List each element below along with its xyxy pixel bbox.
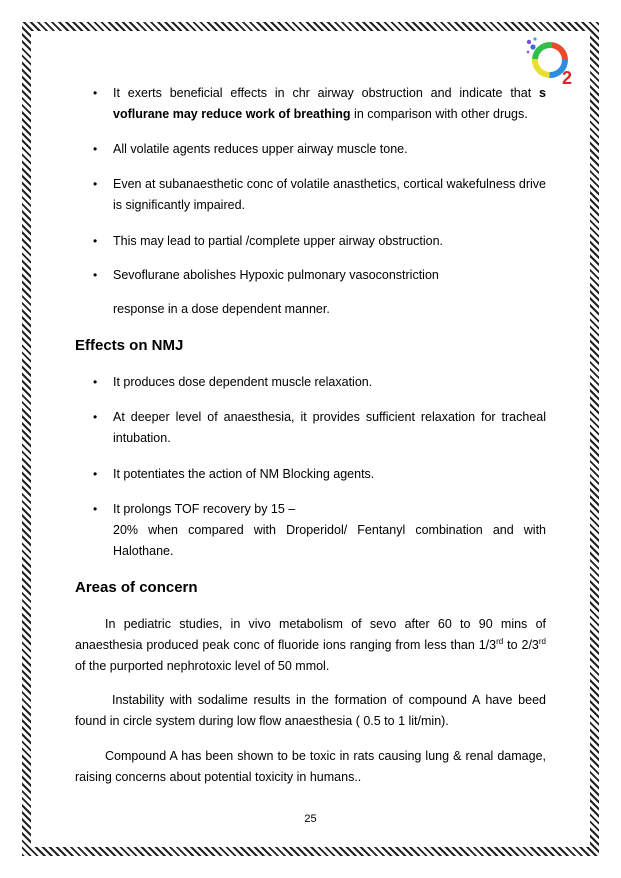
list-item-text: It exerts beneficial effects in chr airway obstruction and indicate that: [113, 86, 540, 100]
section-heading: Areas of concern: [75, 579, 198, 596]
o2-logo: [524, 36, 580, 88]
list-item: At deeper level of anaesthesia, it provides sufficient relaxation for tracheal intubation.: [113, 410, 546, 445]
superscript: rd: [538, 636, 546, 646]
list-item-text: in comparison with other drugs.: [350, 107, 528, 121]
list-item: [113, 83, 546, 125]
paragraph-text: In pediatric studies, in vivo metabolism of sevo after 60 to 90 mins of anaesthesia produced peak conc of fluoride ions ranging from less than 1/3: [75, 617, 546, 652]
paragraph-text: to 2/3: [503, 638, 539, 652]
list-item: It produces dose dependent muscle relaxation.: [113, 375, 373, 389]
list-item-continuation: response in a dose dependent manner.: [113, 302, 330, 316]
bullet-symbol: •: [93, 177, 98, 191]
page-number: 25: [304, 813, 317, 825]
bullet-symbol: •: [93, 234, 98, 248]
list-item: All volatile agents reduces upper airway muscle tone.: [113, 142, 408, 156]
svg-text:2: 2: [562, 68, 573, 88]
bullet-symbol: •: [93, 268, 98, 282]
list-item: This may lead to partial /complete upper airway obstruction.: [113, 234, 444, 248]
list-item: Sevoflurane abolishes Hypoxic pulmonary vasoconstriction: [113, 268, 439, 282]
paragraph: Compound A has been shown to be toxic in rats causing lung & renal damage, raising concerns about potential toxicity in humans..: [75, 749, 546, 784]
list-item-continuation: Halothane.: [113, 544, 174, 558]
superscript: rd: [496, 636, 504, 646]
paragraph: [75, 614, 546, 677]
bullet-symbol: •: [93, 86, 98, 100]
list-item-continuation: 20% when compared with Droperidol/ Fentanyl combination and with: [113, 523, 546, 537]
list-item: It prolongs TOF recovery by 15 –: [113, 502, 296, 516]
bullet-symbol: •: [93, 375, 98, 389]
bullet-symbol: •: [93, 142, 98, 156]
bullet-symbol: •: [93, 410, 98, 424]
list-item: It potentiates the action of NM Blocking agents.: [113, 467, 375, 481]
paragraph: Instability with sodalime results in the formation of compound A have beed found in circle system during low flow anaesthesia ( 0.5 to 1 lit/min).: [75, 693, 546, 728]
paragraph-text: of the purported nephrotoxic level of 50 mmol.: [75, 659, 330, 673]
emphasis-text: s voflurane may reduce work of breathing: [113, 86, 546, 121]
section-heading: Effects on NMJ: [75, 337, 184, 354]
list-item: Even at subanaesthetic conc of volatile anasthetics, cortical wakefulness drive is significantly impaired.: [113, 177, 546, 212]
bullet-symbol: •: [93, 467, 98, 481]
bullet-symbol: •: [93, 502, 98, 516]
